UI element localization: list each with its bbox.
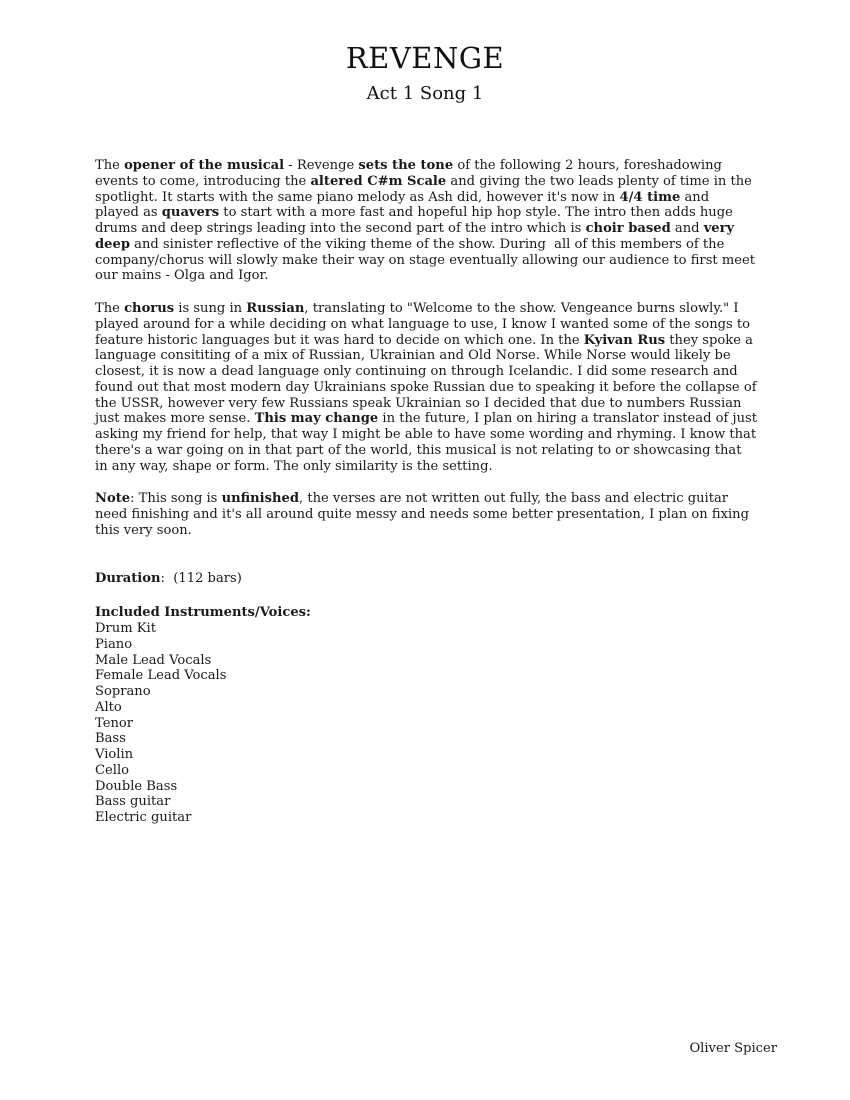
list-item: Drum Kit bbox=[95, 621, 156, 636]
bold-run: chorus bbox=[124, 301, 175, 316]
bold-run: Russian bbox=[246, 301, 305, 316]
text-run: of the following 2 hours, foreshadowing events to come, introducing the bbox=[95, 158, 727, 189]
list-item: Piano bbox=[95, 636, 133, 652]
bold-run: sets the tone bbox=[358, 158, 454, 173]
bold-run: quavers bbox=[161, 205, 220, 221]
bold-run: Note bbox=[95, 491, 131, 507]
instruments-heading: Included Instruments/Voices: bbox=[95, 605, 311, 621]
list-item: Double Bass bbox=[95, 778, 178, 794]
paragraph-note bbox=[95, 491, 757, 538]
text-run: they spoke a language consititing of a mix of Russian, Ukrainian and Old Norse. While Norse would likely be closest, it is now a dead language only continuing on through Icelandic. I did some research and found out that most modern day Ukrainians spoke Russian due to speaking it before the collapse of the USSR, however very few Russians speak Ukrainian so I decided that due to numbers Russian just makes more sense. bbox=[95, 332, 761, 427]
document-body bbox=[95, 158, 762, 826]
bold-run: opener of the musical bbox=[124, 158, 285, 173]
page-subtitle: Act 1 Song 1 bbox=[366, 83, 484, 105]
duration-label: Duration bbox=[95, 570, 161, 586]
bold-run: choir based bbox=[585, 221, 671, 236]
list-item: Soprano bbox=[95, 684, 151, 699]
bold-run: altered C#m Scale bbox=[310, 173, 447, 189]
page-title: REVENGE bbox=[345, 41, 505, 75]
paragraph-opener bbox=[95, 158, 760, 284]
text-run: , translating to "Welcome to the show. Vengeance burns slowly." I played around for a while deciding on what language to use, I know I wanted some of the songs to feature historic languages but it was hard to decide on which one. In the bbox=[95, 301, 755, 348]
list-item: Bass bbox=[95, 731, 126, 747]
instruments-list bbox=[95, 621, 757, 826]
title-block bbox=[0, 0, 850, 105]
bold-run: Kyivan Rus bbox=[583, 332, 666, 348]
list-item: Cello bbox=[95, 762, 130, 778]
text-run: and giving the two leads plenty of time in the spotlight. It starts with the same piano melody as Ash did, however it's now in bbox=[95, 173, 757, 205]
text-run: and played as bbox=[95, 189, 714, 221]
duration-line bbox=[95, 556, 757, 587]
list-item: Electric guitar bbox=[95, 810, 192, 825]
text-run: - Revenge bbox=[284, 158, 359, 173]
text-run: in the future, I plan on hiring a translator instead of just asking my friend for help, that way I might be able to have some wording and rhyming. I know that there's a war going on in that part of the world, this musical is not relating to or showcasing that in any way, shape or form. The only similarity is the setting. bbox=[95, 411, 762, 474]
bold-run: unfinished bbox=[221, 491, 299, 507]
list-item: Tenor bbox=[95, 715, 134, 731]
paragraph-chorus bbox=[95, 301, 762, 474]
text-run: : This song is bbox=[130, 491, 222, 507]
instruments-block bbox=[95, 586, 757, 826]
list-item: Bass guitar bbox=[95, 794, 171, 810]
text-run: The bbox=[95, 158, 125, 173]
text-run: and bbox=[670, 221, 704, 236]
duration-separator: : bbox=[160, 570, 174, 586]
bold-run: 4/4 time bbox=[619, 189, 681, 205]
text-run: is sung in bbox=[174, 301, 247, 316]
text-run: and sinister reflective of the viking theme of the show. During all of this members of the company/chorus will slowly make their way on stage eventually allowing our audience to first meet our mains - Olga and Igor. bbox=[95, 236, 760, 284]
bold-run: This may change bbox=[254, 411, 379, 427]
duration-value: (112 bars) bbox=[173, 570, 242, 586]
text-run: The bbox=[95, 301, 125, 316]
text-run: to start with a more fast and hopeful hip hop style. The intro then adds huge drums and deep strings leading into the second part of the intro which is bbox=[95, 205, 738, 236]
list-item: Male Lead Vocals bbox=[95, 652, 212, 668]
footer-author: Oliver Spicer bbox=[689, 1041, 777, 1057]
list-item: Alto bbox=[95, 699, 122, 715]
bold-run: very deep bbox=[95, 221, 739, 252]
text-run: , the verses are not written out fully, the bass and electric guitar need finishing and it's all around quite messy and needs some better presentation, I plan on fixing this very soon. bbox=[95, 491, 754, 538]
list-item: Violin bbox=[95, 747, 134, 762]
list-item: Female Lead Vocals bbox=[95, 668, 227, 684]
